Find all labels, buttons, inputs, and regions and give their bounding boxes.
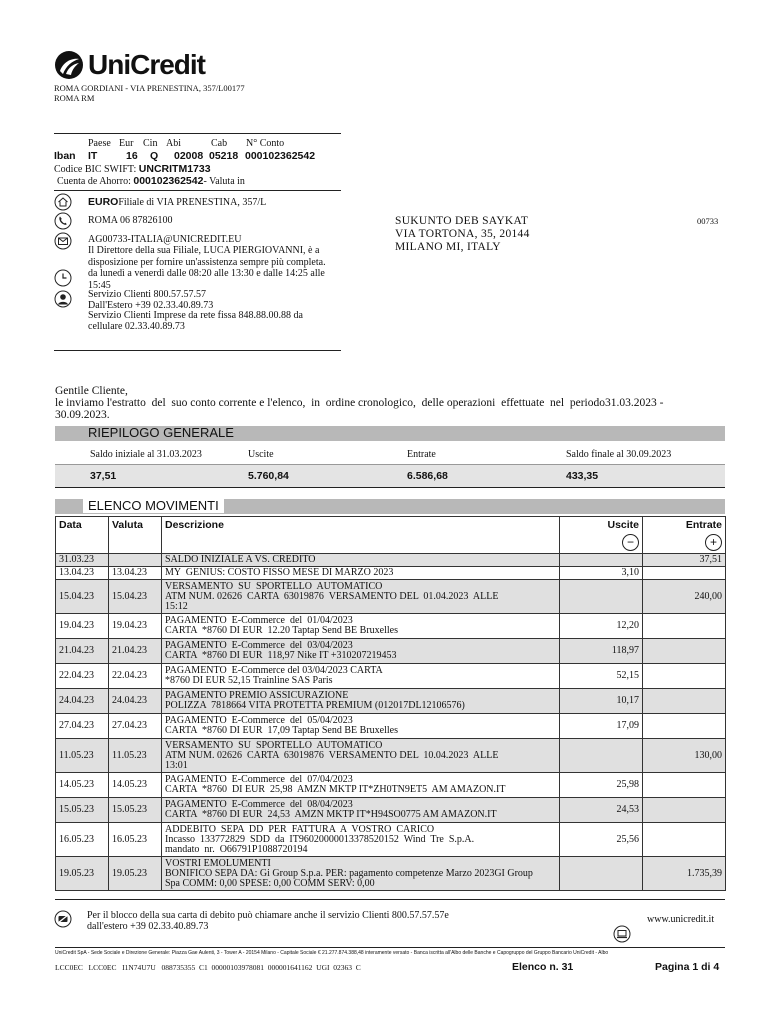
riepilogo-labels-row <box>55 444 725 464</box>
description-line: PAGAMENTO E-Commerce del 08/04/2023 <box>165 800 353 810</box>
email-icon <box>54 232 72 250</box>
doc-codes: LCC0EC LCC0EC I1N74U7U 088735355 C1 000001039780​81 000001641162 UGI 02363 C <box>55 963 361 972</box>
cell-data: 15.04.23 <box>56 580 109 614</box>
website-link[interactable]: www.unicredit.it <box>647 914 715 925</box>
riepilogo-values-row <box>55 465 725 487</box>
cell-entrate <box>643 798 726 823</box>
cell-valuta: 15.05.23 <box>109 798 162 823</box>
service-line4: cellulare 02.33.40.89.73 <box>88 320 185 332</box>
table-header-row <box>56 517 726 554</box>
divider <box>55 947 725 948</box>
block-note-line2: dall'estero +39 02.33.40.89.73 <box>87 921 209 932</box>
description-line: ATM NUM. 02626 CARTA 63019876 VERSAMENTO DEL 01.04.2023 ALLE <box>165 591 499 602</box>
iban-paese: IT <box>88 150 98 162</box>
branch-currency: EURO <box>88 196 119 208</box>
service-line3: Servizio Clienti Imprese da rete fissa 848.88.00.88 da <box>88 310 303 321</box>
cell-uscite: 10,17 <box>560 689 643 714</box>
cell-data: 11.05.23 <box>56 739 109 773</box>
bic-value: UNCRITM1733 <box>138 163 211 175</box>
cell-descrizione <box>162 664 560 689</box>
director-note-line2: disposizione per fornire un'assistenza sempre più completa. <box>88 257 326 268</box>
hours-line2: 15:45 <box>88 280 111 291</box>
table-row <box>56 857 726 891</box>
bic-label: Codice BIC SWIFT: <box>54 164 137 175</box>
divider <box>54 190 341 191</box>
unicredit-logo-icon <box>54 50 84 80</box>
cell-uscite: 25,56 <box>560 823 643 857</box>
header-data: Data <box>56 517 109 554</box>
branch-phone: ROMA 06 87826100 <box>88 215 173 226</box>
cell-data: 31.03.23 <box>56 554 109 567</box>
table-row <box>56 614 726 639</box>
elenco-number: Elenco n. 31 <box>512 961 574 973</box>
description-line: *8760 DI EUR 52,15 Trainline SAS Paris <box>165 676 333 686</box>
cell-uscite: 52,15 <box>560 664 643 689</box>
table-row <box>56 823 726 857</box>
cell-uscite <box>560 739 643 773</box>
description-line: CARTA *8760 DI EUR 24,53 AMZN MKTP IT*H94SO0775 AM AMAZON.IT <box>165 810 497 820</box>
brand-name: UniCredit <box>88 49 205 80</box>
label-eur: Eur <box>119 138 134 149</box>
recipient-name: SUKUNTO DEB SAYKAT <box>395 215 529 227</box>
cell-uscite: 24,53 <box>560 798 643 823</box>
cell-entrate <box>643 664 726 689</box>
description-line: Incasso 133772829 SDD da IT96020000013378520152 Wind Tre S.p.A. <box>165 834 475 845</box>
description-line: mandato nr. O66791P1088720194 <box>165 844 308 855</box>
divider <box>54 133 341 134</box>
service-line1: Servizio Clienti 800.57.57.57 <box>88 289 207 300</box>
intro-line2: 30.09.2023. <box>55 409 110 421</box>
cell-descrizione <box>162 798 560 823</box>
cell-descrizione <box>162 714 560 739</box>
table-row <box>56 689 726 714</box>
label-cin: Cin <box>143 138 158 149</box>
description-line: Spa COMM: 0,00 SPESE: 0,00 COMM SERV: 0,00 <box>165 878 375 889</box>
intro-text <box>55 385 735 421</box>
cell-descrizione <box>162 567 560 580</box>
value-entrate: 6.586,68 <box>407 470 448 482</box>
branch-filiale-text: Filiale di VIA PRENESTINA, 357/L <box>118 197 267 208</box>
description-line: CARTA *8760 DI EUR 17,09 Taptap Send BE Bruxelles <box>165 726 398 736</box>
cell-descrizione <box>162 554 560 567</box>
block-note-line1: Per il blocco della sua carta di debito può chiamare anche il servizio Clienti 800.57.57.57e <box>87 910 449 921</box>
iban-eur: 16 <box>126 150 138 162</box>
table-row <box>56 639 726 664</box>
cell-uscite: 17,09 <box>560 714 643 739</box>
intro-line1: le inviamo l'estratto del suo conto corrente e l'elenco, in ordine cronologico, delle operazioni effettuate nel periodo31.03.2023 - <box>55 397 664 409</box>
iban-cab: 05218 <box>209 150 239 162</box>
director-note <box>88 245 373 269</box>
cell-descrizione <box>162 739 560 773</box>
cell-data: 24.04.23 <box>56 689 109 714</box>
cell-valuta: 14.05.23 <box>109 773 162 798</box>
cell-valuta <box>109 554 162 567</box>
branch-header <box>54 83 245 103</box>
table-row <box>56 580 726 614</box>
cell-uscite <box>560 580 643 614</box>
cell-entrate: 240,00 <box>643 580 726 614</box>
branch-header-line2: ROMA RM <box>54 93 95 103</box>
description-line: PAGAMENTO E-Commerce del 07/04/2023 <box>165 775 353 785</box>
cell-entrate: 37,51 <box>643 554 726 567</box>
phone-icon <box>54 212 72 230</box>
description-line: BONIFICO SEPA DA: Gi Group S.p.a. PER: pagamento competenze Marzo 2023GI Group <box>165 868 533 879</box>
description-line: 15:12 <box>165 601 188 612</box>
label-cab: Cab <box>211 138 228 149</box>
unicredit-logo <box>54 50 205 80</box>
greeting: Gentile Cliente, <box>55 385 128 397</box>
table-row <box>56 798 726 823</box>
table-row <box>56 739 726 773</box>
cell-valuta: 11.05.23 <box>109 739 162 773</box>
table-row <box>56 664 726 689</box>
cell-data: 13.04.23 <box>56 567 109 580</box>
description-line: ADDEBITO SEPA DD PER FATTURA A VOSTRO CARICO <box>165 824 435 835</box>
table-row <box>56 773 726 798</box>
description-line: MY GENIUS: COSTO FISSO MESE DI MARZO 2023 <box>165 568 394 578</box>
cell-valuta: 27.04.23 <box>109 714 162 739</box>
label-saldo-iniziale: Saldo iniziale al 31.03.2023 <box>90 449 202 460</box>
service-line2: Dall'Estero +39 02.33.40.89.73 <box>88 299 214 311</box>
iban-conto: 000102362542 <box>245 150 316 162</box>
cell-uscite <box>560 857 643 891</box>
header-uscite-label: Uscite <box>607 519 639 531</box>
recipient-address <box>395 215 530 254</box>
cuenta-value: 000102362542 <box>133 175 204 187</box>
recipient-code: 00733 <box>697 216 719 226</box>
cell-descrizione <box>162 614 560 639</box>
header-descrizione: Descrizione <box>162 517 560 554</box>
recipient-street: VIA TORTONA, 35, 20144 <box>395 228 530 240</box>
cell-entrate: 130,00 <box>643 739 726 773</box>
table-row <box>56 554 726 567</box>
movimenti-title: ELENCO MOVIMENTI <box>83 498 224 513</box>
riepilogo-title: RIEPILOGO GENERALE <box>88 425 234 440</box>
cell-valuta: 16.05.23 <box>109 823 162 857</box>
cell-entrate <box>643 773 726 798</box>
value-saldo-finale: 433,35 <box>566 470 599 482</box>
cell-descrizione <box>162 580 560 614</box>
cell-uscite: 25,98 <box>560 773 643 798</box>
cell-descrizione <box>162 823 560 857</box>
divider <box>55 899 725 900</box>
description-line: CARTA *8760 DI EUR 25,98 AMZN MKTP IT*ZH0TN9ET5 AM AMAZON.IT <box>165 785 506 795</box>
cell-valuta: 24.04.23 <box>109 689 162 714</box>
description-line: PAGAMENTO E-Commerce del 05/04/2023 <box>165 716 353 726</box>
description-line: CARTA *8760 DI EUR 12.20 Taptap Send BE Bruxelles <box>165 626 398 636</box>
header-entrate-label: Entrate <box>685 519 722 531</box>
cell-entrate <box>643 823 726 857</box>
cell-entrate <box>643 689 726 714</box>
cell-entrate: 1.735,39 <box>643 857 726 891</box>
cell-data: 19.05.23 <box>56 857 109 891</box>
label-uscite: Uscite <box>248 449 274 460</box>
cuenta-label: Cuenta de Ahorro: <box>57 176 131 187</box>
service-text <box>88 290 373 332</box>
iban-abi: 02008 <box>174 150 204 162</box>
block-note <box>87 910 449 932</box>
computer-icon <box>613 925 631 943</box>
cell-valuta: 13.04.23 <box>109 567 162 580</box>
cell-uscite: 118,97 <box>560 639 643 664</box>
cell-data: 19.04.23 <box>56 614 109 639</box>
description-line: VERSAMENTO SU SPORTELLO AUTOMATICO <box>165 740 383 751</box>
description-line: PAGAMENTO E-Commerce del 03/04/2023 <box>165 641 353 651</box>
cuenta-line <box>57 175 245 188</box>
card-block-icon <box>54 910 72 928</box>
label-entrate: Entrate <box>407 449 436 460</box>
branch-header-line1: ROMA GORDIANI - VIA PRENESTINA, 357/L00177 <box>54 83 245 93</box>
value-uscite: 5.760,84 <box>248 470 289 482</box>
value-saldo-iniziale: 37,51 <box>90 470 117 482</box>
cell-data: 22.04.23 <box>56 664 109 689</box>
description-line: SALDO INIZIALE A VS. CREDITO <box>165 555 316 565</box>
plus-icon: + <box>705 534 722 551</box>
cell-entrate <box>643 714 726 739</box>
description-line: PAGAMENTO E-Commerce del 03/04/2023 CARTA <box>165 666 383 676</box>
clock-icon <box>54 269 72 287</box>
cell-descrizione <box>162 689 560 714</box>
director-note-line1: Il Direttore della sua Filiale, LUCA PIERGIOVANNI, è a <box>88 245 320 256</box>
iban-values <box>54 150 354 164</box>
label-paese: Paese <box>88 138 111 149</box>
cell-valuta: 21.04.23 <box>109 639 162 664</box>
cell-data: 21.04.23 <box>56 639 109 664</box>
cell-descrizione <box>162 773 560 798</box>
cell-entrate <box>643 639 726 664</box>
description-line: CARTA *8760 DI EUR 118,97 Nike IT +310207219453 <box>165 651 397 661</box>
description-line: VOSTRI EMOLUMENTI <box>165 858 271 869</box>
section-bar-cap <box>55 426 83 441</box>
legal-text: UniCredit SpA - Sede Sociale e Direzione Generale: Piazza Gae Aulenti, 3 - Tower A - 20154 Milano - Capitale Sociale € 21.277.874.388,48 interamente versato - Banca iscritta all'Albo delle Banche e Capogruppo del Gruppo Bancario UniCredit - Albo <box>55 950 609 956</box>
description-line: PAGAMENTO E-Commerce del 01/04/2023 <box>165 616 353 626</box>
header-valuta: Valuta <box>109 517 162 554</box>
divider <box>54 350 341 351</box>
cell-valuta: 22.04.23 <box>109 664 162 689</box>
valuta-suffix: - Valuta in <box>203 176 245 187</box>
movimenti-table <box>55 516 726 891</box>
divider <box>55 487 725 488</box>
label-saldo-finale: Saldo finale al 30.09.2023 <box>566 449 672 460</box>
branch-filiale <box>88 196 266 209</box>
minus-icon: − <box>622 534 639 551</box>
hours-line1: da lunedì a venerdì dalle 08:20 alle 13:30 e dalle 14:25 alle <box>88 268 325 279</box>
iban-label: Iban <box>54 150 76 162</box>
cell-descrizione <box>162 639 560 664</box>
header-uscite <box>560 517 643 554</box>
cell-entrate <box>643 567 726 580</box>
table-row <box>56 567 726 580</box>
page-number: Pagina 1 di 4 <box>655 961 720 973</box>
cell-valuta: 19.04.23 <box>109 614 162 639</box>
branch-email[interactable]: AG00733-ITALIA@UNICREDIT.EU <box>88 234 242 245</box>
header-entrate <box>643 517 726 554</box>
cell-data: 15.05.23 <box>56 798 109 823</box>
cell-data: 14.05.23 <box>56 773 109 798</box>
description-line: POLIZZA 7818664 VITA PROTETTA PREMIUM (012017DL12106576) <box>165 701 465 711</box>
cell-valuta: 15.04.23 <box>109 580 162 614</box>
description-line: ATM NUM. 02626 CARTA 63019876 VERSAMENTO DEL 10.04.2023 ALLE <box>165 750 499 761</box>
cell-uscite: 3,10 <box>560 567 643 580</box>
label-conto: N° Conto <box>246 138 285 149</box>
cell-valuta: 19.05.23 <box>109 857 162 891</box>
recipient-city: MILANO MI, ITALY <box>395 241 501 253</box>
home-icon <box>54 193 72 211</box>
customer-service-icon <box>54 290 72 308</box>
label-abi: Abi <box>166 138 181 149</box>
description-line: VERSAMENTO SU SPORTELLO AUTOMATICO <box>165 581 383 592</box>
cell-uscite: 12,20 <box>560 614 643 639</box>
cell-data: 16.05.23 <box>56 823 109 857</box>
table-row <box>56 714 726 739</box>
cell-uscite <box>560 554 643 567</box>
description-line: PAGAMENTO PREMIO ASSICURAZIONE <box>165 691 349 701</box>
description-line: 13:01 <box>165 760 188 771</box>
cell-data: 27.04.23 <box>56 714 109 739</box>
cell-entrate <box>643 614 726 639</box>
cell-descrizione <box>162 857 560 891</box>
iban-cin: Q <box>150 150 159 162</box>
